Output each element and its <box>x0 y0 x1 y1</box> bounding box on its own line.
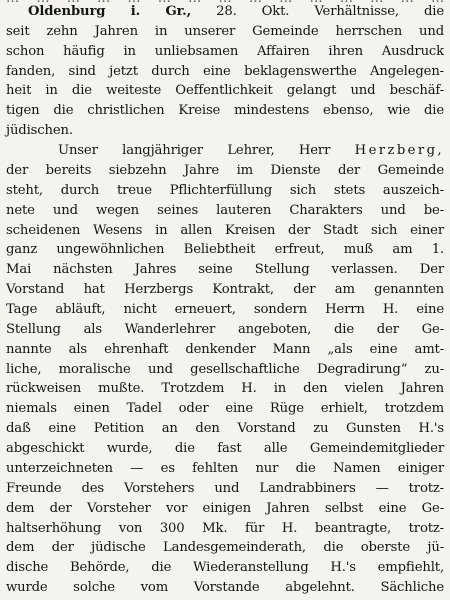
paragraph2-line-3: nete und wegen seines lauteren Charakters und be- <box>6 202 444 218</box>
paragraph2-line-14: daß eine Petition an den Vorstand zu Gunsten H.'s <box>6 421 444 437</box>
paragraph2-line-20: dem der jüdische Landesgemeinderath, die oberste jü- <box>6 540 444 556</box>
paragraph2-line-7: Vorstand hat Herzbergs Kontrakt, der am genannten <box>6 282 444 298</box>
paragraph2-line-11: liche, moralische und gesellschaftliche Degradirung“ zu- <box>6 361 444 377</box>
paragraph2-line-22: wurde solche vom Vorstande abgelehnt. Sächliche <box>6 580 444 596</box>
paragraph1-line-1: seit zehn Jahren in unserer Gemeinde herrschen und <box>6 23 444 39</box>
dateline-line <box>6 2 444 22</box>
paragraph1-line-2: schon häufig in unliebsamen Affairen ihren Ausdruck <box>6 43 444 59</box>
paragraph2-line-18: dem der Vorsteher vor einigen Jahren selbst eine Ge- <box>6 500 444 516</box>
dateline-date: 28. Okt. <box>216 4 290 19</box>
paragraph1-line-3: fanden, sind jetzt durch eine beklagenswerthe Angelegen- <box>6 63 444 79</box>
teacher-name: Herzberg, <box>354 143 445 159</box>
dateline-place: Oldenburg i. Gr., <box>28 4 192 19</box>
paragraph2-line-6: Mai nächsten Jahres seine Stellung verlassen. Der <box>6 262 444 278</box>
paragraph1-line-4: heit in die weiteste Oeffentlichkeit gelangt und beschäf- <box>6 83 444 99</box>
paragraph2-line-8: Tage abläuft, nicht erneuert, sondern Herrn H. eine <box>6 302 444 317</box>
paragraph2-line-0 <box>6 141 444 161</box>
paragraph2-line-15: abgeschickt wurde, die fast alle Gemeindemitglieder <box>6 441 444 457</box>
paragraph2-intro: Unser langjähriger Lehrer, Herr <box>58 143 331 159</box>
paragraph2-line-1: der bereits siebzehn Jahre im Dienste der Gemeinde <box>6 162 444 178</box>
paragraph1-line-6: jüdischen. <box>6 123 73 139</box>
paragraph2-line-2: steht, durch treue Pflichterfüllung sich stets auszeich- <box>6 182 444 198</box>
paragraph1-line-0: Verhältnisse, die <box>314 4 444 19</box>
paragraph2-line-9: Stellung als Wanderlehrer angeboten, die der Ge- <box>6 321 444 337</box>
paragraph2-line-10: nannte als ehrenhaft denkender Mann „als eine amt- <box>6 341 444 357</box>
paragraph2-line-17: Freunde des Vorstehers und Landrabbiners — trotz- <box>6 480 444 496</box>
paragraph2-line-13: niemals einen Tadel oder eine Rüge erhielt, trotzdem <box>6 401 444 417</box>
paragraph2-line-4: scheidenen Wesens in allen Kreisen der Stadt sich einer <box>6 222 444 238</box>
paragraph2-line-16: unterzeichneten — es fehlten nur die Namen einiger <box>6 460 444 476</box>
paragraph2-line-5: ganz ungewöhnlichen Beliebtheit erfreut, muß am 1. <box>6 242 444 258</box>
paragraph2-line-19: haltserhöhung von 300 Mk. für H. beantragte, trotz- <box>6 520 444 536</box>
paragraph2-line-12: rückweisen mußte. Trotzdem H. in den vielen Jahren <box>6 381 444 397</box>
paragraph1-line-5: tigen die christlichen Kreise mindestens ebenso, wie die <box>6 103 444 119</box>
paragraph2-line-21: dische Behörde, die Wiederanstellung H.'s empfiehlt, <box>6 560 444 576</box>
